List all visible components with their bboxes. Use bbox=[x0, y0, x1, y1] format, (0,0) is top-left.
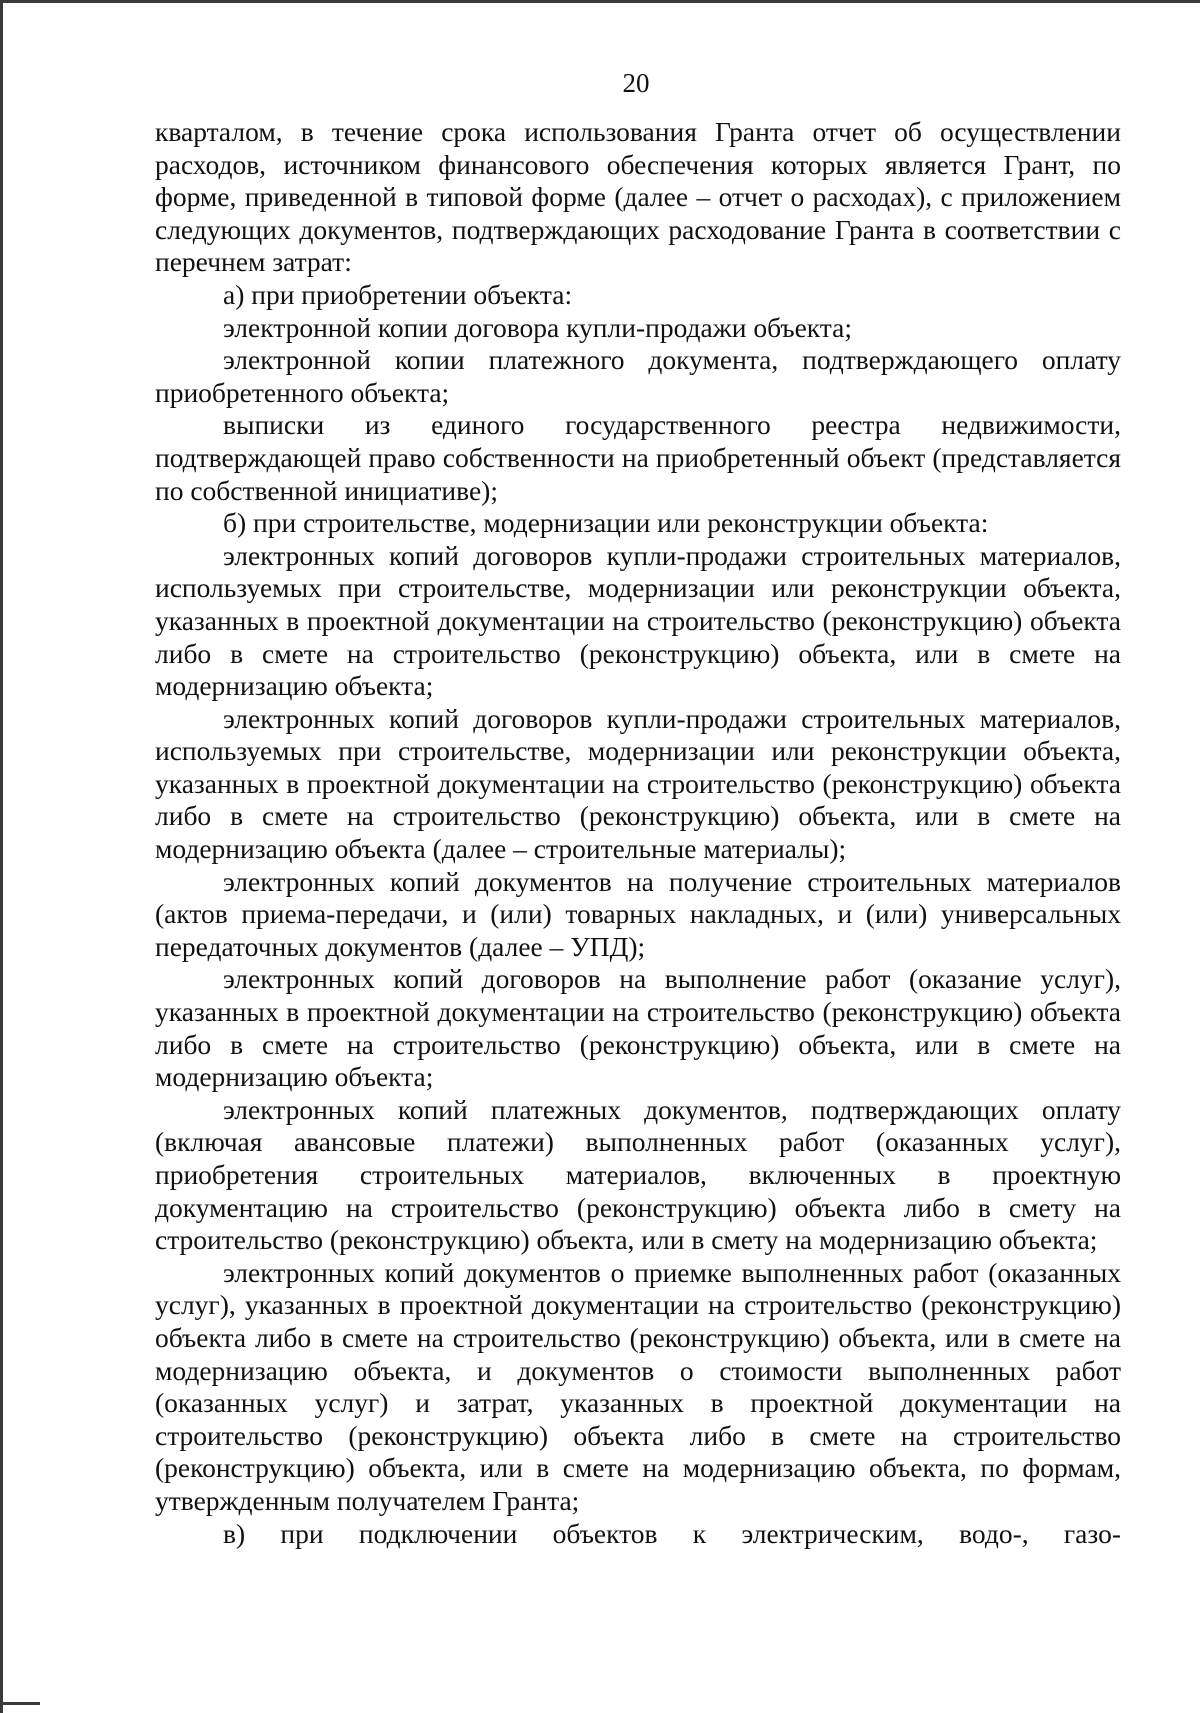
paragraph-payment-documents: электронных копий платежных документов, подтверждающих оплату (включая авансовые платежи) выполненных работ (оказанных услуг), приобретения строительных материалов, включенных в проектную документацию на строительство (реконструкцию) объекта либо в смету на строительство (реконструкцию) объекта, или в смету на модернизацию объекта; bbox=[155, 1093, 1121, 1256]
paragraph-material-contracts-1: электронных копий договоров купли-продажи строительных материалов, используемых при строительстве, модернизации или реконструкции объекта, указанных в проектной документации на строительство (реконструкцию) объекта либо в смете на строительство (реконструкцию) объекта, или в смете на модернизацию объекта; bbox=[155, 539, 1121, 702]
page-number: 20 bbox=[622, 68, 650, 98]
paragraph-material-receipt-documents: электронных копий документов на получение строительных материалов (актов приема-передачи, и (или) товарных накладных, и (или) универсальных передаточных документов (далее – УПД); bbox=[155, 865, 1121, 962]
document-body bbox=[155, 116, 1121, 1550]
paragraph-material-contracts-2: электронных копий договоров купли-продажи строительных материалов, используемых при строительстве, модернизации или реконструкции объекта, указанных в проектной документации на строительство (реконструкцию) объекта либо в смете на строительство (реконструкцию) объекта, или в смете на модернизацию объекта (далее – строительные материалы); bbox=[155, 702, 1121, 865]
scan-edge-bottom bbox=[0, 1702, 40, 1705]
scan-edge-top bbox=[0, 0, 1200, 3]
paragraph-continuation: кварталом, в течение срока использования Гранта отчет об осуществлении расходов, источником финансового обеспечения которых является Грант, по форме, приведенной в типовой форме (далее – отчет о расходах), с приложением следующих документов, подтверждающих расходование Гранта в соответствии с перечнем затрат: bbox=[155, 116, 1121, 278]
paragraph-work-contracts: электронных копий договоров на выполнение работ (оказание услуг), указанных в проектной документации на строительство (реконструкцию) объекта либо в смете на строительство (реконструкцию) объекта, или в смете на модернизацию объекта; bbox=[155, 963, 1121, 1093]
paragraph-item-a-heading: а) при приобретении объекта: bbox=[223, 278, 573, 310]
paragraph-item-b-heading: б) при строительстве, модернизации или реконструкции объекта: bbox=[223, 507, 989, 539]
paragraph-purchase-contract-copy: электронной копии договора купли-продажи объекта; bbox=[223, 311, 852, 343]
paragraph-acceptance-documents: электронных копий документов о приемке выполненных работ (оказанных услуг), указанных в проектной документации на строительство (реконструкцию) объекта либо в смете на строительство (реконструкцию) объекта, или в смете на модернизацию объекта, и документов о стоимости выполненных работ (оказанных услуг) и затрат, указанных в проектной документации на строительство (реконструкцию) объекта либо в смете на строительство (реконструкцию) объекта, или в смете на модернизацию объекта, по формам, утвержденным получателем Гранта; bbox=[155, 1256, 1121, 1516]
paragraph-item-c-heading: в) при подключении объектов к электрическим, водо-, газо- bbox=[223, 1517, 1121, 1549]
scan-edge-left bbox=[0, 0, 3, 1713]
paragraph-registry-extract: выписки из единого государственного реестра недвижимости, подтверждающей право собственности на приобретенный объект (представляется по собственной инициативе); bbox=[155, 409, 1121, 506]
paragraph-payment-document-copy: электронной копии платежного документа, подтверждающего оплату приобретенного объекта; bbox=[155, 344, 1121, 408]
